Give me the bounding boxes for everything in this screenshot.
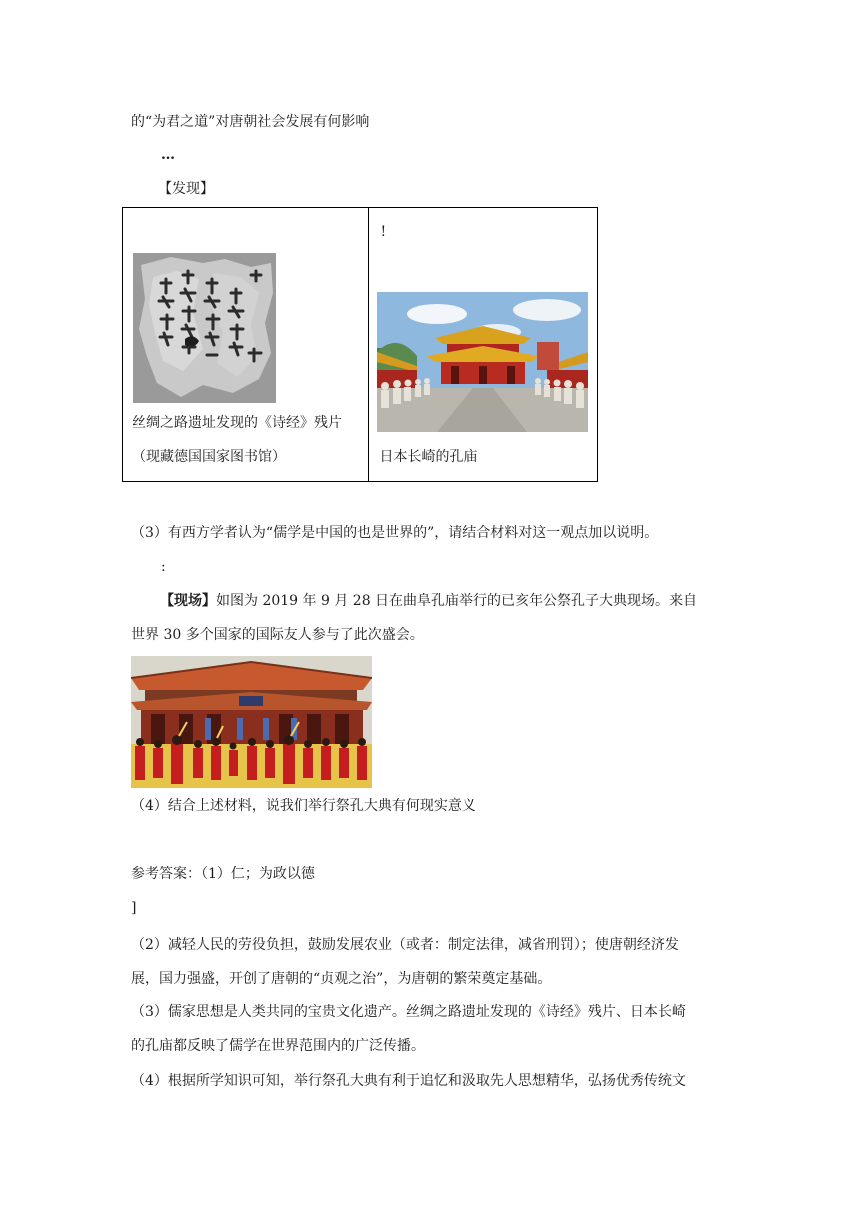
colon-mark: : — [161, 559, 166, 575]
answer-2-line-2: 展，国力强盛，开创了唐朝的“贞观之治”，为唐朝的繁荣奠定基础。 — [131, 971, 552, 987]
ellipsis: … — [161, 147, 175, 163]
question-4: （4）结合上述材料，说我们举行祭孔大典有何现实意义 — [131, 798, 476, 814]
answer-3-line-2: 的孔庙都反映了儒学在世界范围内的广泛传播。 — [131, 1038, 425, 1054]
scene-paragraph-line-1 — [160, 591, 697, 611]
answer-4-line-1: （4）根据所学知识可知，举行祭孔大典有利于追忆和汲取先人思想精华，弘扬优秀传统文 — [131, 1073, 686, 1089]
discover-heading: 【发现】 — [158, 181, 214, 197]
answer-1: 参考答案：（1）仁；为政以德 — [131, 866, 315, 882]
stray-mark: ! — [380, 224, 387, 240]
nagasaki-confucius-temple-image — [377, 292, 588, 432]
left-caption-line-2: （现藏德国国家图书馆） — [132, 449, 286, 465]
answer-2-line-1: （2）减轻人民的劳役负担，鼓励发展农业（或者：制定法律，减省刑罚）；使唐朝经济发 — [131, 937, 679, 953]
discovery-cell-right — [369, 208, 598, 482]
question-3: （3）有西方学者认为“儒学是中国的也是世界的”，请结合材料对这一观点加以说明。 — [131, 525, 659, 541]
left-caption-line-1: 丝绸之路遗址发现的《诗经》残片 — [132, 415, 342, 431]
discovery-cell-left — [123, 208, 369, 482]
shijing-fragment-image — [133, 253, 276, 403]
scene-heading: 【现场】 — [160, 593, 216, 609]
confucius-ceremony-image — [131, 656, 372, 788]
bracket-mark: ] — [131, 900, 137, 916]
answer-3-line-1: （3）儒家思想是人类共同的宝贵文化遗产。丝绸之路遗址发现的《诗经》残片、日本长崎 — [131, 1004, 686, 1020]
question-2-tail: 的“为君之道”对唐朝社会发展有何影响 — [131, 114, 370, 130]
scene-text-1: 如图为 2019 年 9 月 28 日在曲阜孔庙举行的已亥年公祭孔子大典现场。来自 — [216, 593, 698, 609]
scene-paragraph-line-2: 世界 30 多个国家的国际友人参与了此次盛会。 — [131, 627, 424, 643]
right-caption: 日本长崎的孔庙 — [379, 449, 478, 465]
discovery-table — [122, 207, 598, 482]
